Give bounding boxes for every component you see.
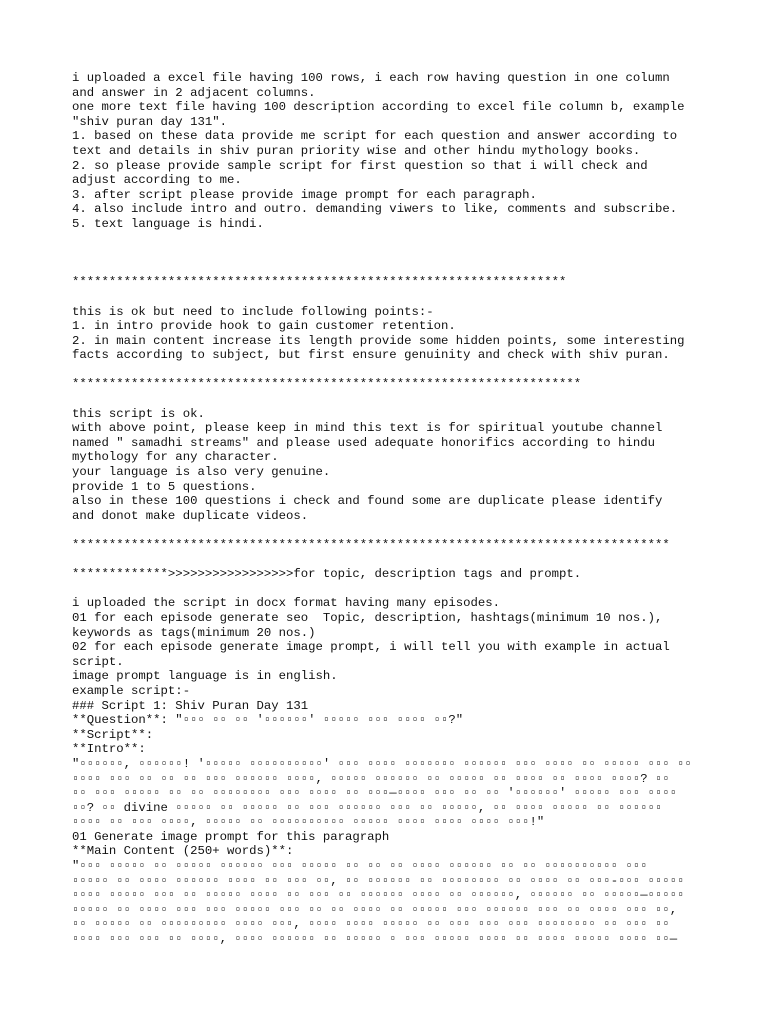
blank-line: [72, 582, 712, 597]
text-line: 4. also include intro and outro. demanding viwers to like, comments and subscribe.: [72, 202, 678, 217]
blank-line: [72, 261, 712, 276]
text-line: 01 for each episode generate seo Topic, description, hashtags(minimum 10 nos.),: [72, 610, 663, 625]
document-text: [72, 71, 712, 947]
text-line: one more text file having 100 description according to excel file column b, example: [72, 100, 685, 115]
text-line: **Script**:: [72, 727, 154, 742]
text-line: script.: [72, 654, 124, 669]
text-line: *******************************************************************: [72, 275, 567, 290]
text-line: i uploaded a excel file having 100 rows, i each row having question in one column: [72, 71, 670, 85]
text-line: 1. based on these data provide me script for each question and answer according to: [72, 129, 678, 144]
text-line: **Main Content (250+ words)**:: [72, 844, 294, 859]
text-line: "▫▫▫▫▫▫, ▫▫▫▫▫▫! '▫▫▫▫▫ ▫▫▫▫▫▫▫▫▫▫' ▫▫▫ ▫▫▫▫ ▫▫▫▫▫▫▫ ▫▫▫▫▫▫ ▫▫▫ ▫▫▫▫ ▫▫ ▫▫▫▫▫ ▫▫▫ ▫▫: [72, 756, 692, 771]
text-line: also in these 100 questions i check and found some are duplicate please identify: [72, 494, 663, 509]
text-line: ▫▫▫▫▫ ▫▫ ▫▫▫▫ ▫▫▫ ▫▫▫ ▫▫▫▫▫ ▫▫▫ ▫▫ ▫▫ ▫▫▫▫ ▫▫ ▫▫▫▫▫ ▫▫▫ ▫▫▫▫▫▫ ▫▫▫ ▫▫ ▫▫▫▫ ▫▫▫ ▫▫,: [72, 902, 678, 917]
text-line: ▫▫? ▫▫ divine ▫▫▫▫▫ ▫▫ ▫▫▫▫▫ ▫▫ ▫▫▫ ▫▫▫▫▫▫ ▫▫▫ ▫▫ ▫▫▫▫▫, ▫▫ ▫▫▫▫ ▫▫▫▫▫ ▫▫ ▫▫▫▫▫▫: [72, 800, 663, 815]
text-line: ▫▫▫▫ ▫▫▫▫▫ ▫▫▫ ▫▫ ▫▫▫▫▫ ▫▫▫▫ ▫▫ ▫▫▫ ▫▫ ▫▫▫▫▫▫ ▫▫▫▫ ▫▫ ▫▫▫▫▫▫, ▫▫▫▫▫▫ ▫▫ ▫▫▫▫▫—▫▫▫▫▫: [72, 888, 685, 903]
text-line: keywords as tags(minimum 20 nos.): [72, 625, 316, 640]
text-line: *********************************************************************: [72, 377, 582, 392]
text-line: 2. in main content increase its length provide some hidden points, some interesting: [72, 333, 685, 348]
text-line: with above point, please keep in mind this text is for spiritual youtube channel: [72, 421, 663, 436]
text-line: text and details in shiv puran priority wise and other hindu mythology books.: [72, 143, 641, 158]
blank-line: [72, 246, 712, 261]
text-line: ▫▫ ▫▫▫▫▫ ▫▫ ▫▫▫▫▫▫▫▫▫ ▫▫▫▫ ▫▫▫, ▫▫▫▫ ▫▫▫▫ ▫▫▫▫▫ ▫▫ ▫▫▫ ▫▫▫ ▫▫▫ ▫▫▫▫▫▫▫▫ ▫▫ ▫▫▫ ▫▫: [72, 917, 670, 932]
text-line: 2. so please provide sample script for first question so that i will check and: [72, 158, 648, 173]
text-line: your language is also very genuine.: [72, 465, 331, 480]
text-line: example script:-: [72, 683, 191, 698]
text-line: ▫▫▫▫▫ ▫▫ ▫▫▫▫ ▫▫▫▫▫▫ ▫▫▫▫ ▫▫ ▫▫▫ ▫▫, ▫▫ ▫▫▫▫▫▫ ▫▫ ▫▫▫▫▫▫▫▫ ▫▫ ▫▫▫▫ ▫▫ ▫▫▫-▫▫▫ ▫▫▫▫▫: [72, 873, 685, 888]
text-line: ▫▫ ▫▫▫ ▫▫▫▫▫ ▫▫ ▫▫ ▫▫▫▫▫▫▫▫ ▫▫▫ ▫▫▫▫ ▫▫ ▫▫▫—▫▫▫▫ ▫▫▫ ▫▫ ▫▫ '▫▫▫▫▫▫' ▫▫▫▫▫ ▫▫▫ ▫▫▫▫: [72, 786, 678, 801]
text-line: this is ok but need to include following points:-: [72, 304, 434, 319]
blank-line: [72, 392, 712, 407]
blank-line: [72, 290, 712, 305]
text-line: this script is ok.: [72, 406, 205, 421]
text-line: ### Script 1: Shiv Puran Day 131: [72, 698, 309, 713]
text-line: ▫▫▫▫ ▫▫▫ ▫▫ ▫▫ ▫▫ ▫▫▫ ▫▫▫▫▫▫ ▫▫▫▫, ▫▫▫▫▫ ▫▫▫▫▫▫ ▫▫ ▫▫▫▫▫ ▫▫ ▫▫▫▫ ▫▫ ▫▫▫▫ ▫▫▫▫? ▫▫: [72, 771, 670, 786]
text-line: facts according to subject, but first ensure genuinity and check with shiv puran.: [72, 348, 670, 363]
text-line: and answer in 2 adjacent columns.: [72, 85, 316, 100]
text-line: "▫▫▫ ▫▫▫▫▫ ▫▫ ▫▫▫▫▫ ▫▫▫▫▫▫ ▫▫▫ ▫▫▫▫▫ ▫▫ ▫▫ ▫▫ ▫▫▫▫ ▫▫▫▫▫▫ ▫▫ ▫▫ ▫▫▫▫▫▫▫▫▫▫ ▫▫▫: [72, 859, 648, 874]
text-line: ▫▫▫▫ ▫▫▫ ▫▫▫ ▫▫ ▫▫▫▫, ▫▫▫▫ ▫▫▫▫▫▫ ▫▫ ▫▫▫▫▫ ▫ ▫▫▫ ▫▫▫▫▫ ▫▫▫▫ ▫▫ ▫▫▫▫ ▫▫▫▫▫ ▫▫▫▫ ▫▫—: [72, 932, 678, 947]
blank-line: [72, 232, 712, 247]
text-line: ▫▫▫▫ ▫▫ ▫▫▫ ▫▫▫▫, ▫▫▫▫▫ ▫▫ ▫▫▫▫▫▫▫▫▫▫ ▫▫▫▫▫ ▫▫▫▫ ▫▫▫▫ ▫▫▫▫ ▫▫▫!": [72, 815, 545, 830]
text-line: provide 1 to 5 questions.: [72, 479, 257, 494]
text-line: image prompt language is in english.: [72, 669, 338, 684]
text-line: 1. in intro provide hook to gain customer retention.: [72, 319, 456, 334]
blank-line: [72, 363, 712, 378]
text-line: 02 for each episode generate image prompt, i will tell you with example in actual: [72, 640, 670, 655]
blank-line: [72, 553, 712, 568]
text-line: **Question**: "▫▫▫ ▫▫ ▫▫ '▫▫▫▫▫▫' ▫▫▫▫▫ ▫▫▫ ▫▫▫▫ ▫▫?": [72, 713, 464, 728]
text-line: and donot make duplicate videos.: [72, 508, 309, 523]
text-line: "shiv puran day 131".: [72, 114, 227, 129]
text-line: 5. text language is hindi.: [72, 216, 264, 231]
text-line: **Intro**:: [72, 742, 146, 757]
text-line: *************>>>>>>>>>>>>>>>>>for topic, description tags and prompt.: [72, 567, 582, 582]
text-line: named " samadhi streams" and please used adequate honorifics according to hindu: [72, 435, 655, 450]
text-line: 3. after script please provide image prompt for each paragraph.: [72, 187, 537, 202]
text-line: i uploaded the script in docx format having many episodes.: [72, 596, 501, 611]
text-line: adjust according to me.: [72, 173, 242, 188]
text-line: *********************************************************************************: [72, 538, 670, 552]
text-line: mythology for any character.: [72, 450, 279, 465]
blank-line: [72, 523, 712, 538]
text-line: 01 Generate image prompt for this paragraph: [72, 829, 390, 844]
